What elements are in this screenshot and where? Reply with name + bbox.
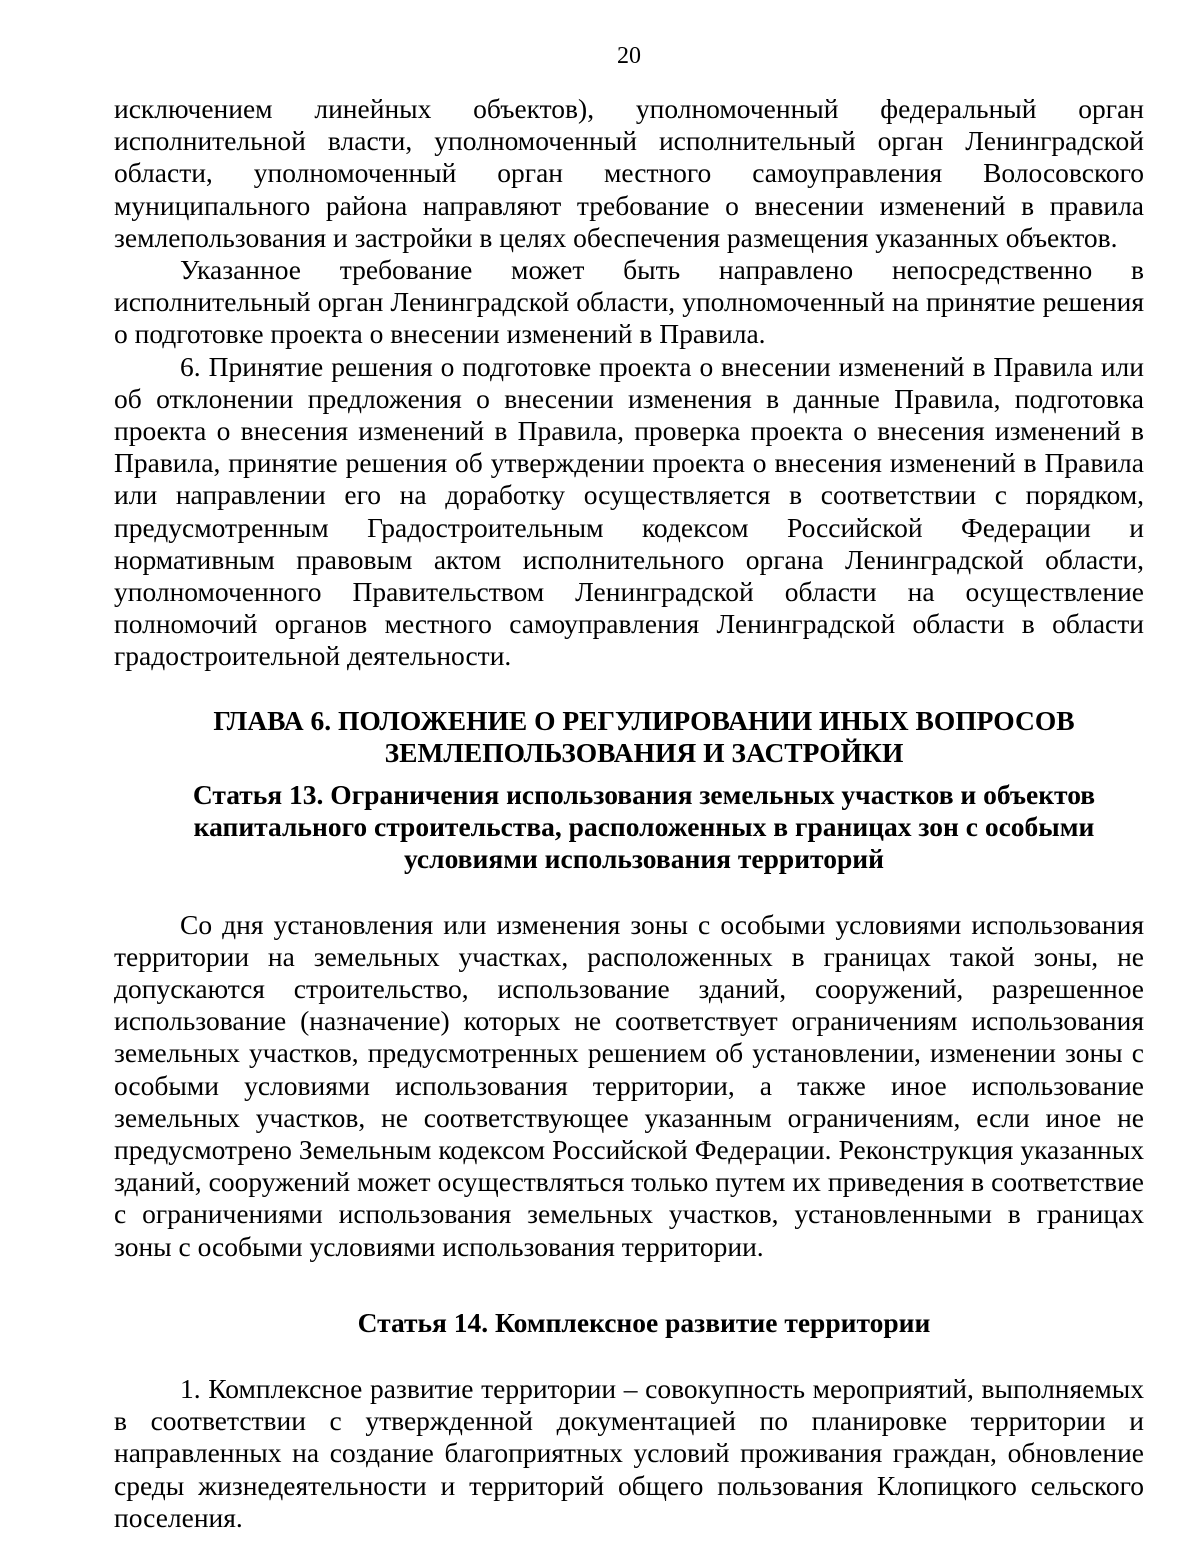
page-number: 20 — [617, 43, 641, 69]
chapter-6-heading-line-2: ЗЕМЛЕПОЛЬЗОВАНИЯ И ЗАСТРОЙКИ — [384, 736, 904, 768]
paragraph-continuation: исключением линейных объектов), уполномоченный федеральный орган исполнительной власти, уполномоченный исполнительный орган Ленинградской области, уполномоченный орган местного самоуправления Волосовского муниципального района направляют требование о внесении изменений в правила землепользования и застройки в целях обеспечения размещения указанных объектов. — [114, 93, 1144, 253]
paragraph-requirement: Указанное требование может быть направлено непосредственно в исполнительный орган Ленинградской области, уполномоченный на принятие решения о подготовке проекта о внесении изменений в Правила. — [114, 254, 1144, 350]
article-13-text: Со дня установления или изменения зоны с особыми условиями использования территории на земельных участках, расположенных в границах такой зоны, не допускаются строительство, использование зданий, сооружений, разрешенное использование (назначение) которых не соответствует ограничениям использования земельных участков, предусмотренных решением об установлении, изменении зоны с особыми условиями использования территории, а также иное использование земельных участков, не соответствующее указанным ограничениям, если иное не предусмотрено Земельным кодексом Российской Федерации. Реконструкция указанных зданий, сооружений может осуществляться только путем их приведения в соответствие с ограничениями использования земельных участков, установленными в границах зоны с особыми условиями использования территории. — [114, 908, 1144, 1262]
spacer — [114, 1339, 1144, 1373]
document-body — [114, 93, 1144, 1534]
article-14-heading — [114, 1307, 1144, 1339]
article-13-heading-line-3: условиями использования территорий — [404, 842, 884, 874]
article-14-text: 1. Комплексное развитие территории – совокупность мероприятий, выполняемых в соответствии с утвержденной документацией по планировке территории и направленных на создание благоприятных условий проживания граждан, обновление среды жизнедеятельности и территорий общего пользования Клопицкого сельского поселения. — [114, 1372, 1144, 1533]
article-13-heading-line-2: капитального строительства, расположенных в границах зон с особыми — [193, 810, 1095, 842]
article-13-heading — [114, 779, 1144, 875]
paragraph-item-6: 6. Принятие решения о подготовке проекта о внесении изменений в Правила или об отклонении предложения о внесении изменения в данные Правила, подготовка проекта о внесения изменений в Правила, проверка проекта о внесения изменений в Правила, принятие решения об утверждении проекта о внесения изменений в Правила или направлении его на доработку осуществляется в соответствии с порядком, предусмотренным Градостроительным кодексом Российской Федерации и нормативным правовым актом исполнительного органа Ленинградской области, уполномоченного Правительством Ленинградской области на осуществление полномочий органов местного самоуправления Ленинградской области в области градостроительной деятельности. — [114, 350, 1144, 672]
chapter-6-heading-line-1: ГЛАВА 6. ПОЛОЖЕНИЕ О РЕГУЛИРОВАНИИ ИНЫХ ВОПРОСОВ — [213, 704, 1075, 736]
spacer — [114, 875, 1144, 909]
article-13-heading-line-1: Статья 13. Ограничения использования земельных участков и объектов — [192, 778, 1096, 810]
chapter-6-heading — [114, 705, 1144, 769]
article-14-heading-title: Статья 14. Комплексное развитие территории — [357, 1306, 931, 1338]
